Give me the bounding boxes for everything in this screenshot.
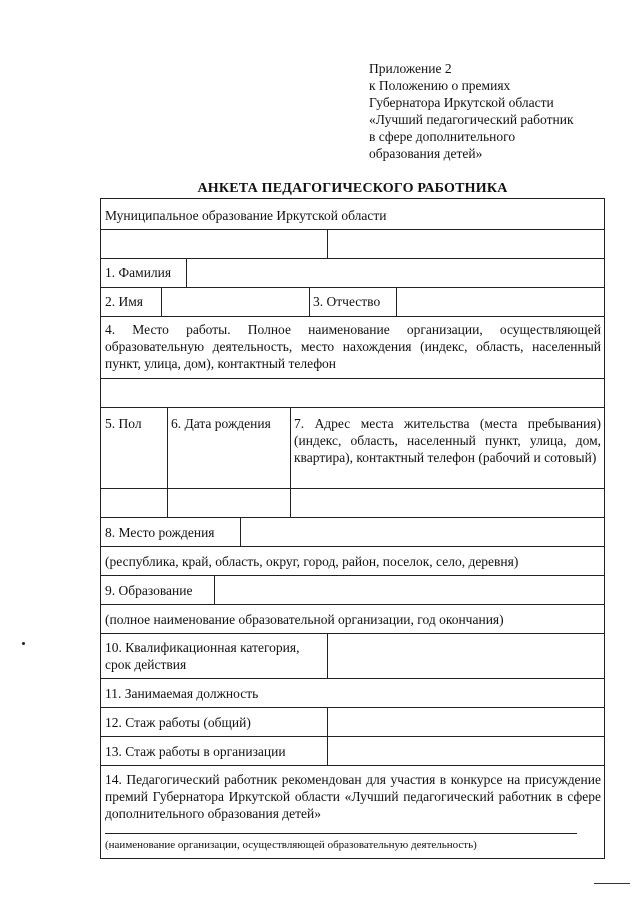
- appendix-line: образования детей»: [369, 146, 483, 161]
- row-divider: [101, 407, 604, 408]
- appendix-line: Губернатора Иркутской области: [369, 95, 554, 110]
- column-divider: [214, 575, 215, 604]
- appendix-header: [369, 60, 631, 162]
- row-divider: [101, 488, 604, 489]
- appendix-line: «Лучший педагогический работник: [369, 112, 574, 127]
- row-divider: [101, 765, 604, 766]
- address-text: 7. Адрес места жительства (места пребывания) (индекс, область, населенный пункт, улица, дом, квартира), контактный телефон (рабочий и сотовый): [294, 416, 601, 465]
- experience-total-label: 12. Стаж работы (общий): [105, 715, 251, 730]
- questionnaire-form: [100, 198, 605, 859]
- row-divider: [101, 517, 604, 518]
- recommendation-text: 14. Педагогический работник рекомендован для участия в конкурсе на присуждение премий Губернатора Иркутской области «Лучший педагогический работник в сфере дополнительного образования детей»: [105, 772, 601, 821]
- corner-line: [594, 883, 630, 884]
- column-divider: [309, 287, 310, 316]
- position-label: 11. Занимаемая должность: [105, 686, 259, 701]
- row-divider: [101, 633, 604, 634]
- row-divider: [101, 229, 604, 230]
- education-label: 9. Образование: [105, 583, 193, 598]
- row-divider: [101, 707, 604, 708]
- sex-label: 5. Пол: [105, 416, 142, 431]
- column-divider: [161, 287, 162, 316]
- workplace-text: 4. Место работы. Полное наименование организации, осуществляющей образовательную деятельность, место нахождения (индекс, область, населенный пункт, улица, дом), контактный телефон: [105, 322, 601, 371]
- qualification-label: 10. Квалификационная категория,: [105, 640, 300, 655]
- recommendation-hint: (наименование организации, осуществляющей образовательную деятельность): [105, 839, 477, 851]
- row-divider: [101, 378, 604, 379]
- row-divider: [101, 736, 604, 737]
- signature-line: [105, 833, 577, 834]
- row-divider: [101, 604, 604, 605]
- column-divider: [327, 633, 328, 678]
- row-divider: [101, 678, 604, 679]
- column-divider: [290, 407, 291, 517]
- form-title: АНКЕТА ПЕДАГОГИЧЕСКОГО РАБОТНИКА: [197, 181, 508, 196]
- row-divider: [101, 258, 604, 259]
- row-divider: [101, 287, 604, 288]
- education-hint: (полное наименование образовательной организации, год окончания): [105, 612, 504, 627]
- birthplace-hint: (республика, край, область, округ, город, район, поселок, село, деревня): [105, 554, 519, 569]
- appendix-line: Приложение 2: [369, 61, 452, 76]
- surname-label: 1. Фамилия: [105, 265, 172, 280]
- row-divider: [101, 546, 604, 547]
- scan-speck: [22, 642, 25, 645]
- qualification-label: срок действия: [105, 657, 187, 672]
- birthdate-label: 6. Дата рождения: [171, 416, 271, 431]
- column-divider: [167, 407, 168, 517]
- column-divider: [240, 517, 241, 546]
- column-divider: [396, 287, 397, 316]
- appendix-line: в сфере дополнительного: [369, 129, 516, 144]
- appendix-line: к Положению о премиях: [369, 78, 511, 93]
- municipality-label: Муниципальное образование Иркутской области: [105, 208, 387, 223]
- row-divider: [101, 316, 604, 317]
- row-divider: [101, 575, 604, 576]
- patronymic-label: 3. Отчество: [313, 294, 381, 309]
- birthplace-label: 8. Место рождения: [105, 525, 215, 540]
- column-divider: [186, 258, 187, 287]
- experience-org-label: 13. Стаж работы в организации: [105, 744, 286, 759]
- name-label: 2. Имя: [105, 294, 144, 309]
- column-divider: [327, 229, 328, 258]
